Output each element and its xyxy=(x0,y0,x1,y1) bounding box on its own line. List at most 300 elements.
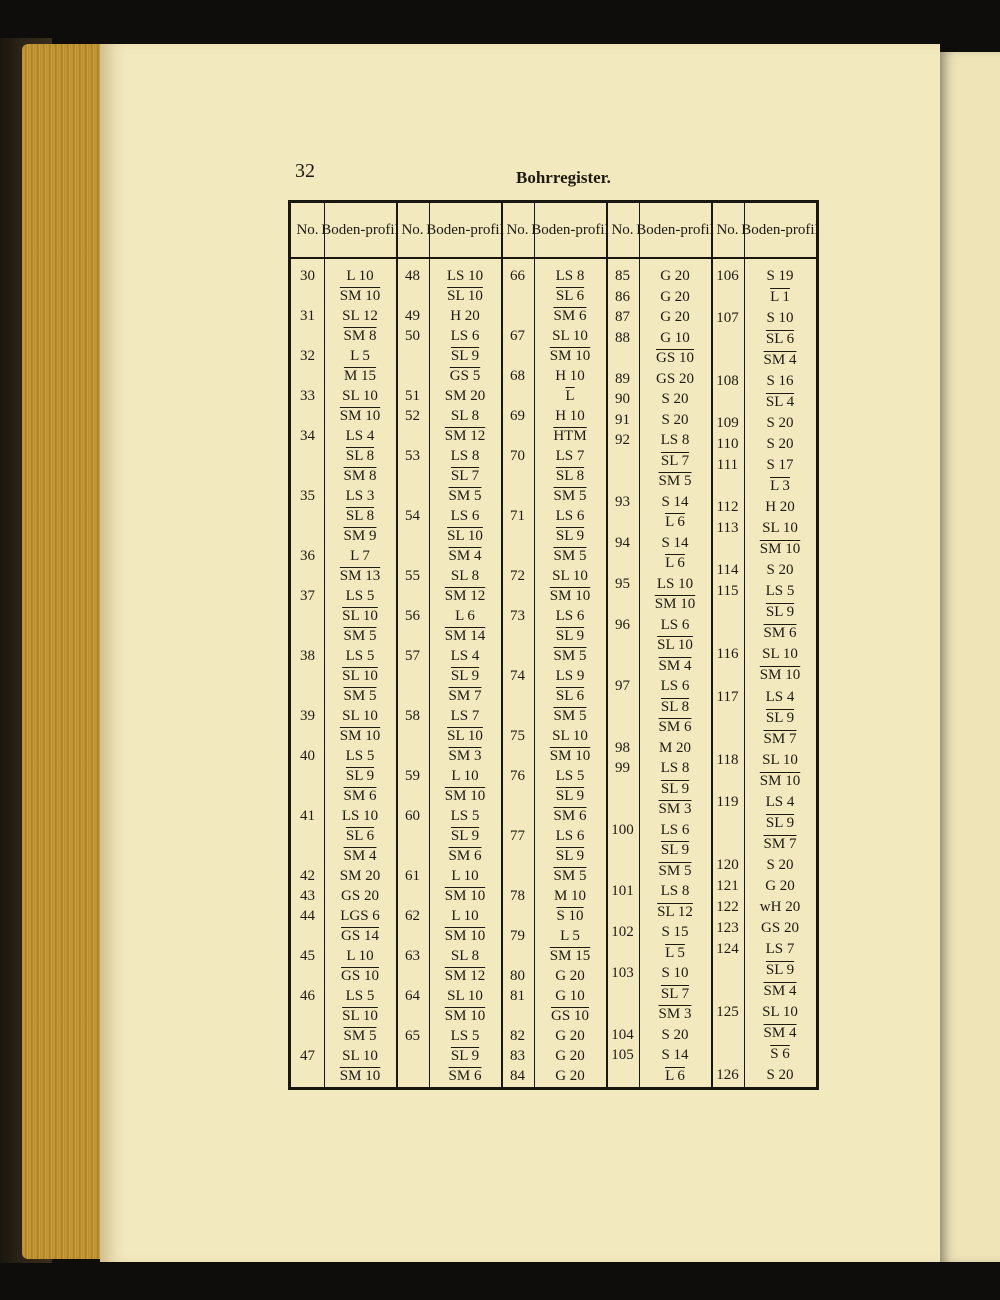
bohr-number: 95 xyxy=(615,575,630,592)
bodenprofil-layer: SM 10 xyxy=(654,596,696,612)
bohr-number: 55 xyxy=(405,568,420,584)
bodenprofil-layer: L 6 xyxy=(665,555,685,571)
bohr-number: 91 xyxy=(615,411,630,428)
bodenprofil-layer: SM 8 xyxy=(343,328,377,344)
bohr-number: 54 xyxy=(405,508,420,524)
header-bodenprofil: Boden- profil xyxy=(426,221,504,238)
bodenprofil-layer: S 10 xyxy=(661,965,689,981)
bohr-number: 66 xyxy=(510,268,525,284)
bodenprofil-layer: SL 9 xyxy=(450,828,480,844)
bodenprofil-layer: LS 5 xyxy=(345,648,375,664)
bodenprofil-layer: L 10 xyxy=(451,908,479,924)
bodenprofil-layer: SL 6 xyxy=(345,828,375,844)
bodenprofil-layer: LS 8 xyxy=(555,268,585,284)
bodenprofil-layer: LS 6 xyxy=(555,828,585,844)
bohr-number: 113 xyxy=(716,520,739,537)
bohr-number: 73 xyxy=(510,608,525,624)
bohr-number: 72 xyxy=(510,568,525,584)
bodenprofil-layer: M 10 xyxy=(553,888,587,904)
bohr-number: 62 xyxy=(405,908,420,924)
bodenprofil-layer: S 14 xyxy=(661,534,689,551)
bohr-number: 76 xyxy=(510,768,525,784)
bodenprofil-layer: SM 10 xyxy=(339,1068,381,1084)
bohr-number: 39 xyxy=(300,708,315,724)
bodenprofil-layer: SM 8 xyxy=(343,468,377,484)
bohr-number: 117 xyxy=(716,688,739,705)
bodenprofil-layer: GS 14 xyxy=(341,928,379,944)
bodenprofil-layer: LS 5 xyxy=(345,988,375,1004)
bodenprofil-layer: SM 4 xyxy=(763,352,797,369)
bodenprofil-layer: $\overline{HTM}$ xyxy=(553,428,587,444)
bohr-number: 40 xyxy=(300,748,315,764)
bodenprofil-layer: SM 10 xyxy=(759,667,801,684)
bohr-number: 108 xyxy=(716,373,739,390)
bodenprofil-layer: SL 10 xyxy=(342,608,378,624)
bodenprofil-layer: GS 20 xyxy=(656,370,694,387)
bodenprofil-layer: LGS 6 xyxy=(340,908,380,924)
bohr-number: 86 xyxy=(615,288,630,305)
bodenprofil-layer: SM 4 xyxy=(343,848,377,864)
bohr-number: 46 xyxy=(300,988,315,1004)
bodenprofil-layer: SM 10 xyxy=(444,888,486,904)
bodenprofil-layer: SM 7 xyxy=(448,688,482,704)
bodenprofil-layer: SL 10 xyxy=(342,388,378,404)
bodenprofil-layer: SL 10 xyxy=(447,728,483,744)
bodenprofil-layer: SL 6 xyxy=(555,688,585,704)
bohr-number: 121 xyxy=(716,877,739,894)
bohr-number: 116 xyxy=(716,646,739,663)
bohr-number: 99 xyxy=(615,760,630,776)
bodenprofil-layer: GS 10 xyxy=(551,1008,589,1024)
bohr-number: 118 xyxy=(716,751,739,768)
bohr-number: 106 xyxy=(716,268,739,284)
bodenprofil-layer: LS 8 xyxy=(660,760,690,776)
bohr-number: 34 xyxy=(300,428,315,444)
bodenprofil-layer: H 10 xyxy=(555,408,585,424)
bodenprofil-layer: LS 9 xyxy=(555,668,585,684)
bodenprofil-layer: SL 9 xyxy=(555,628,585,644)
bohr-number: 71 xyxy=(510,508,525,524)
bodenprofil-layer: S 20 xyxy=(766,436,794,453)
bodenprofil-layer: wH 20 xyxy=(759,898,801,915)
bodenprofil-layer: SM 5 xyxy=(553,708,587,724)
bodenprofil-layer: SM 5 xyxy=(448,488,482,504)
bohr-number: 38 xyxy=(300,648,315,664)
gilded-page-edges xyxy=(22,44,112,1259)
bodenprofil-layer: SM 6 xyxy=(658,719,692,735)
bohr-number: 124 xyxy=(716,940,739,957)
bodenprofil-layer: SL 10 xyxy=(552,728,588,744)
bodenprofil-layer: LS 6 xyxy=(450,328,480,344)
bohr-number: 44 xyxy=(300,908,315,924)
bodenprofil-layer: LS 7 xyxy=(555,448,585,464)
bodenprofil-layer: M 20 xyxy=(658,739,692,756)
bodenprofil-layer: SM 3 xyxy=(658,1006,692,1022)
bodenprofil-layer: $\overline{L}$ xyxy=(565,388,575,404)
bodenprofil-layer: G 20 xyxy=(555,1068,585,1084)
bohr-number: 114 xyxy=(716,562,739,579)
bodenprofil-layer: LS 5 xyxy=(450,808,480,824)
bohr-number: 75 xyxy=(510,728,525,744)
bodenprofil-layer: S 15 xyxy=(661,924,689,940)
bohr-number: 70 xyxy=(510,448,525,464)
bohr-number: 37 xyxy=(300,588,315,604)
page-number: 32 xyxy=(295,160,315,182)
bodenprofil-layer: SM 10 xyxy=(549,748,591,764)
bohr-number: 88 xyxy=(615,329,630,346)
bodenprofil-layer: SL 7 xyxy=(660,452,690,469)
bohr-number: 30 xyxy=(300,268,315,284)
bodenprofil-layer: SL 7 xyxy=(450,468,480,484)
bodenprofil-layer: SM 12 xyxy=(444,968,486,984)
bohr-number: 35 xyxy=(300,488,315,504)
bodenprofil-layer: SL 9 xyxy=(660,780,690,797)
bodenprofil-layer: SL 9 xyxy=(555,528,585,544)
bohr-number: 51 xyxy=(405,388,420,404)
header-no: No. xyxy=(401,221,424,238)
bodenprofil-layer: SL 7 xyxy=(660,985,690,1002)
bohr-number: 104 xyxy=(611,1026,634,1043)
bohr-number: 61 xyxy=(405,868,420,884)
bodenprofil-layer: SM 10 xyxy=(549,348,591,364)
bohr-number: 98 xyxy=(615,739,630,756)
bodenprofil-layer: SM 10 xyxy=(549,588,591,604)
bodenprofil-layer: SL 8 xyxy=(450,948,480,964)
bodenprofil-layer: L 10 xyxy=(451,868,479,884)
bodenprofil-layer: SL 10 xyxy=(447,288,483,304)
bodenprofil-layer: L 1 xyxy=(770,289,790,306)
bohr-number: 107 xyxy=(716,310,739,327)
bodenprofil-layer: S 20 xyxy=(661,391,689,407)
header-rule xyxy=(291,257,816,259)
bohr-number: 57 xyxy=(405,648,420,664)
bohr-number: 50 xyxy=(405,328,420,344)
header-bodenprofil: Boden- profil xyxy=(636,221,714,238)
bohr-number: 120 xyxy=(716,856,739,873)
bohr-number: 53 xyxy=(405,448,420,464)
bohr-number: 80 xyxy=(510,968,525,984)
bohr-number: 45 xyxy=(300,948,315,964)
bohr-number: 103 xyxy=(611,965,634,981)
bodenprofil-layer: LS 7 xyxy=(450,708,480,724)
bodenprofil-layer: SM 6 xyxy=(448,848,482,864)
bodenprofil-layer: S 20 xyxy=(661,1026,689,1043)
bodenprofil-layer: L 10 xyxy=(346,268,374,284)
bodenprofil-layer: SM 3 xyxy=(448,748,482,764)
bodenprofil-layer: S 20 xyxy=(661,411,689,428)
bodenprofil-layer: SM 9 xyxy=(343,528,377,544)
bodenprofil-layer: LS 8 xyxy=(660,883,690,899)
bohr-number: 41 xyxy=(300,808,315,824)
bodenprofil-layer: SL 9 xyxy=(450,668,480,684)
bodenprofil-layer: SM 6 xyxy=(763,625,797,642)
bodenprofil-layer: L 5 xyxy=(665,944,685,961)
bohr-number: 32 xyxy=(300,348,315,364)
bodenprofil-layer: SL 6 xyxy=(765,331,795,348)
bodenprofil-layer: SL 9 xyxy=(765,604,795,621)
bodenprofil-layer: SM 10 xyxy=(339,408,381,424)
bodenprofil-layer: LS 7 xyxy=(765,940,795,957)
bohr-number: 59 xyxy=(405,768,420,784)
bodenprofil-layer: L 5 xyxy=(560,928,580,944)
bohr-number: 126 xyxy=(716,1066,739,1083)
bodenprofil-layer: SM 4 xyxy=(763,982,797,999)
bodenprofil-layer: GS 10 xyxy=(656,350,694,366)
bodenprofil-layer: GS 10 xyxy=(341,968,379,984)
bodenprofil-layer: G 10 xyxy=(660,329,690,346)
bodenprofil-layer: L 10 xyxy=(451,768,479,784)
bodenprofil-layer: L 6 xyxy=(665,514,685,530)
bodenprofil-layer: SL 10 xyxy=(342,1048,378,1064)
bodenprofil-layer: G 20 xyxy=(765,877,795,894)
bohr-number: 109 xyxy=(716,415,739,432)
bodenprofil-layer: SL 10 xyxy=(762,646,798,663)
bodenprofil-layer: S 6 xyxy=(770,1045,790,1062)
bodenprofil-layer: SL 10 xyxy=(342,1008,378,1024)
bodenprofil-layer: LS 4 xyxy=(765,688,795,705)
bodenprofil-layer: SM 5 xyxy=(343,1028,377,1044)
bodenprofil-layer: SM 15 xyxy=(549,948,591,964)
bodenprofil-layer: LS 4 xyxy=(765,793,795,810)
header-no: No. xyxy=(506,221,529,238)
bodenprofil-layer: S 14 xyxy=(661,1047,689,1063)
bodenprofil-layer: LS 3 xyxy=(345,488,375,504)
bohr-number: 119 xyxy=(716,793,739,810)
bodenprofil-layer: S 20 xyxy=(766,415,794,432)
bohr-number: 125 xyxy=(716,1003,739,1020)
bodenprofil-layer: LS 4 xyxy=(450,648,480,664)
bodenprofil-layer: SL 9 xyxy=(450,1048,480,1064)
bodenprofil-layer: SM 13 xyxy=(339,568,381,584)
bohr-number: 74 xyxy=(510,668,525,684)
bodenprofil-layer: SM 5 xyxy=(553,868,587,884)
bodenprofil-layer: SL 10 xyxy=(552,568,588,584)
bodenprofil-layer: LS 6 xyxy=(450,508,480,524)
bohr-number: 36 xyxy=(300,548,315,564)
bodenprofil-layer: SL 8 xyxy=(660,698,690,715)
header-no: No. xyxy=(296,221,319,238)
bodenprofil-layer: SL 10 xyxy=(762,1003,798,1020)
bohr-number: 111 xyxy=(716,457,739,474)
bohr-number: 67 xyxy=(510,328,525,344)
bodenprofil-layer: LS 8 xyxy=(660,432,690,448)
bodenprofil-layer: LS 5 xyxy=(345,588,375,604)
bodenprofil-layer: G 20 xyxy=(660,309,690,325)
bodenprofil-layer: SL 10 xyxy=(762,751,798,768)
bohr-number: 52 xyxy=(405,408,420,424)
bohr-number: 110 xyxy=(716,436,739,453)
bodenprofil-layer: SL 10 xyxy=(552,328,588,344)
bohr-number: 69 xyxy=(510,408,525,424)
bodenprofil-layer: LS 10 xyxy=(446,268,484,284)
bodenprofil-layer: GS 20 xyxy=(761,919,799,936)
bohr-number: 122 xyxy=(716,898,739,915)
bohr-number: 47 xyxy=(300,1048,315,1064)
bodenprofil-layer: SL 8 xyxy=(450,408,480,424)
bohr-number: 60 xyxy=(405,808,420,824)
bodenprofil-layer: LS 10 xyxy=(656,575,694,592)
bohr-number: 79 xyxy=(510,928,525,944)
bohr-number: 84 xyxy=(510,1068,525,1084)
bodenprofil-layer: LS 5 xyxy=(555,768,585,784)
bohr-number: 92 xyxy=(615,432,630,448)
bohr-number: 81 xyxy=(510,988,525,1004)
bohr-number: 33 xyxy=(300,388,315,404)
bodenprofil-layer: S 17 xyxy=(766,457,794,474)
bodenprofil-layer: L 5 xyxy=(350,348,370,364)
bodenprofil-layer: LS 5 xyxy=(765,583,795,600)
bohr-number: 97 xyxy=(615,678,630,694)
bodenprofil-layer: M 15 xyxy=(343,368,377,384)
bohr-number: 77 xyxy=(510,828,525,844)
bodenprofil-layer: SM 7 xyxy=(763,730,797,747)
bodenprofil-layer: SL 8 xyxy=(555,468,585,484)
bodenprofil-layer: SM 4 xyxy=(448,548,482,564)
bohr-number: 48 xyxy=(405,268,420,284)
bodenprofil-layer: SM 5 xyxy=(658,862,692,879)
bohr-number: 78 xyxy=(510,888,525,904)
bodenprofil-layer: SL 10 xyxy=(447,988,483,1004)
bohr-number: 89 xyxy=(615,370,630,387)
bodenprofil-layer: LS 8 xyxy=(450,448,480,464)
bodenprofil-layer: SM 10 xyxy=(759,541,801,558)
bodenprofil-layer: LS 6 xyxy=(555,608,585,624)
bodenprofil-layer: G 20 xyxy=(555,1028,585,1044)
bodenprofil-layer: SM 10 xyxy=(444,928,486,944)
bodenprofil-layer: SL 9 xyxy=(660,842,690,858)
bodenprofil-layer: SL 8 xyxy=(345,508,375,524)
bodenprofil-layer: LS 5 xyxy=(345,748,375,764)
bohr-number: 112 xyxy=(716,499,739,516)
bodenprofil-layer: SM 6 xyxy=(448,1068,482,1084)
bodenprofil-layer: SM 4 xyxy=(658,657,692,674)
header-no: No. xyxy=(611,221,634,238)
bodenprofil-layer: SL 6 xyxy=(555,288,585,304)
header-bodenprofil: Boden- profil xyxy=(531,221,609,238)
bodenprofil-layer: G 10 xyxy=(555,988,585,1004)
bohr-number: 105 xyxy=(611,1047,634,1063)
facing-page-edge xyxy=(940,52,1000,1262)
bodenprofil-layer: GS 5 xyxy=(449,368,481,384)
bodenprofil-layer: SM 5 xyxy=(343,628,377,644)
bohr-number: 56 xyxy=(405,608,420,624)
bodenprofil-layer: SM 6 xyxy=(553,308,587,324)
bohr-number: 90 xyxy=(615,391,630,407)
bodenprofil-layer: S 10 xyxy=(766,310,794,327)
bodenprofil-layer: SM 5 xyxy=(553,488,587,504)
bodenprofil-layer: SL 8 xyxy=(450,568,480,584)
bodenprofil-layer: LS 10 xyxy=(341,808,379,824)
header-no: No. xyxy=(716,221,739,238)
bodenprofil-layer: G 20 xyxy=(555,968,585,984)
bodenprofil-layer: SL 10 xyxy=(447,528,483,544)
bohr-number: 63 xyxy=(405,948,420,964)
bodenprofil-layer: SL 9 xyxy=(345,768,375,784)
bodenprofil-layer: SM 14 xyxy=(444,628,486,644)
bohrregister-table xyxy=(288,200,819,1090)
bohr-number: 102 xyxy=(611,924,634,940)
bodenprofil-layer: SL 12 xyxy=(342,308,378,324)
bodenprofil-layer: SL 4 xyxy=(765,394,795,411)
bodenprofil-layer: S 10 xyxy=(556,908,584,924)
bodenprofil-layer: SL 10 xyxy=(657,637,693,653)
bodenprofil-layer: SM 4 xyxy=(763,1024,797,1041)
bohr-number: 68 xyxy=(510,368,525,384)
bodenprofil-layer: SL 9 xyxy=(765,961,795,978)
bodenprofil-layer: SM 10 xyxy=(759,772,801,789)
bodenprofil-layer: GS 20 xyxy=(341,888,379,904)
bodenprofil-layer: LS 5 xyxy=(450,1028,480,1044)
bodenprofil-layer: L 6 xyxy=(665,1067,685,1084)
bodenprofil-layer: SM 7 xyxy=(763,835,797,852)
running-title: Bohrregister. xyxy=(516,168,611,187)
bodenprofil-layer: S 20 xyxy=(766,856,794,873)
bodenprofil-layer: SL 9 xyxy=(555,788,585,804)
bohr-number: 93 xyxy=(615,493,630,510)
bodenprofil-layer: SM 12 xyxy=(444,588,486,604)
bodenprofil-layer: SM 6 xyxy=(343,788,377,804)
bohr-number: 94 xyxy=(615,534,630,551)
bohr-number: 101 xyxy=(611,883,634,899)
bohr-number: 115 xyxy=(716,583,739,600)
bodenprofil-layer: SM 6 xyxy=(553,808,587,824)
header-bodenprofil: Boden- profil xyxy=(321,221,399,238)
bodenprofil-layer: L 6 xyxy=(455,608,475,624)
bodenprofil-layer: SM 5 xyxy=(658,473,692,489)
bodenprofil-layer: L 10 xyxy=(346,948,374,964)
bodenprofil-layer: S 16 xyxy=(766,373,794,390)
bodenprofil-layer: SM 5 xyxy=(553,548,587,564)
bodenprofil-layer: SL 12 xyxy=(657,903,693,920)
bodenprofil-layer: S 19 xyxy=(766,268,794,284)
bodenprofil-layer: SM 20 xyxy=(339,868,381,884)
bodenprofil-layer: H 10 xyxy=(555,368,585,384)
bodenprofil-layer: SL 8 xyxy=(345,448,375,464)
bohr-number: 64 xyxy=(405,988,420,1004)
bohr-number: 31 xyxy=(300,308,315,324)
bodenprofil-layer: SM 10 xyxy=(444,788,486,804)
bodenprofil-layer: S 20 xyxy=(766,1066,794,1083)
bodenprofil-layer: SM 12 xyxy=(444,428,486,444)
bodenprofil-layer: L 3 xyxy=(770,478,790,495)
bodenprofil-layer: G 20 xyxy=(555,1048,585,1064)
bohr-number: 123 xyxy=(716,919,739,936)
bodenprofil-layer: SM 10 xyxy=(339,728,381,744)
bodenprofil-layer: SL 9 xyxy=(765,709,795,726)
bodenprofil-layer: SL 10 xyxy=(342,668,378,684)
bodenprofil-layer: SL 10 xyxy=(762,520,798,537)
bodenprofil-layer: SL 10 xyxy=(342,708,378,724)
bodenprofil-layer: SL 9 xyxy=(555,848,585,864)
bodenprofil-layer: SM 5 xyxy=(553,648,587,664)
bodenprofil-layer: H 20 xyxy=(450,308,480,324)
bodenprofil-layer: S 14 xyxy=(661,493,689,510)
bodenprofil-layer: G 20 xyxy=(660,288,690,305)
bodenprofil-layer: SM 20 xyxy=(444,388,486,404)
bodenprofil-layer: SM 10 xyxy=(339,288,381,304)
bodenprofil-layer: SL 9 xyxy=(450,348,480,364)
bodenprofil-layer: SM 5 xyxy=(343,688,377,704)
bodenprofil-layer: SM 10 xyxy=(444,1008,486,1024)
header-bodenprofil: Boden- profil xyxy=(741,221,819,238)
bodenprofil-layer: LS 4 xyxy=(345,428,375,444)
bodenprofil-layer: L 7 xyxy=(350,548,370,564)
bohr-number: 87 xyxy=(615,309,630,325)
bohr-number: 100 xyxy=(611,821,634,838)
bodenprofil-layer: S 20 xyxy=(766,562,794,579)
bodenprofil-layer: LS 6 xyxy=(555,508,585,524)
bodenprofil-layer: SM 3 xyxy=(658,801,692,817)
